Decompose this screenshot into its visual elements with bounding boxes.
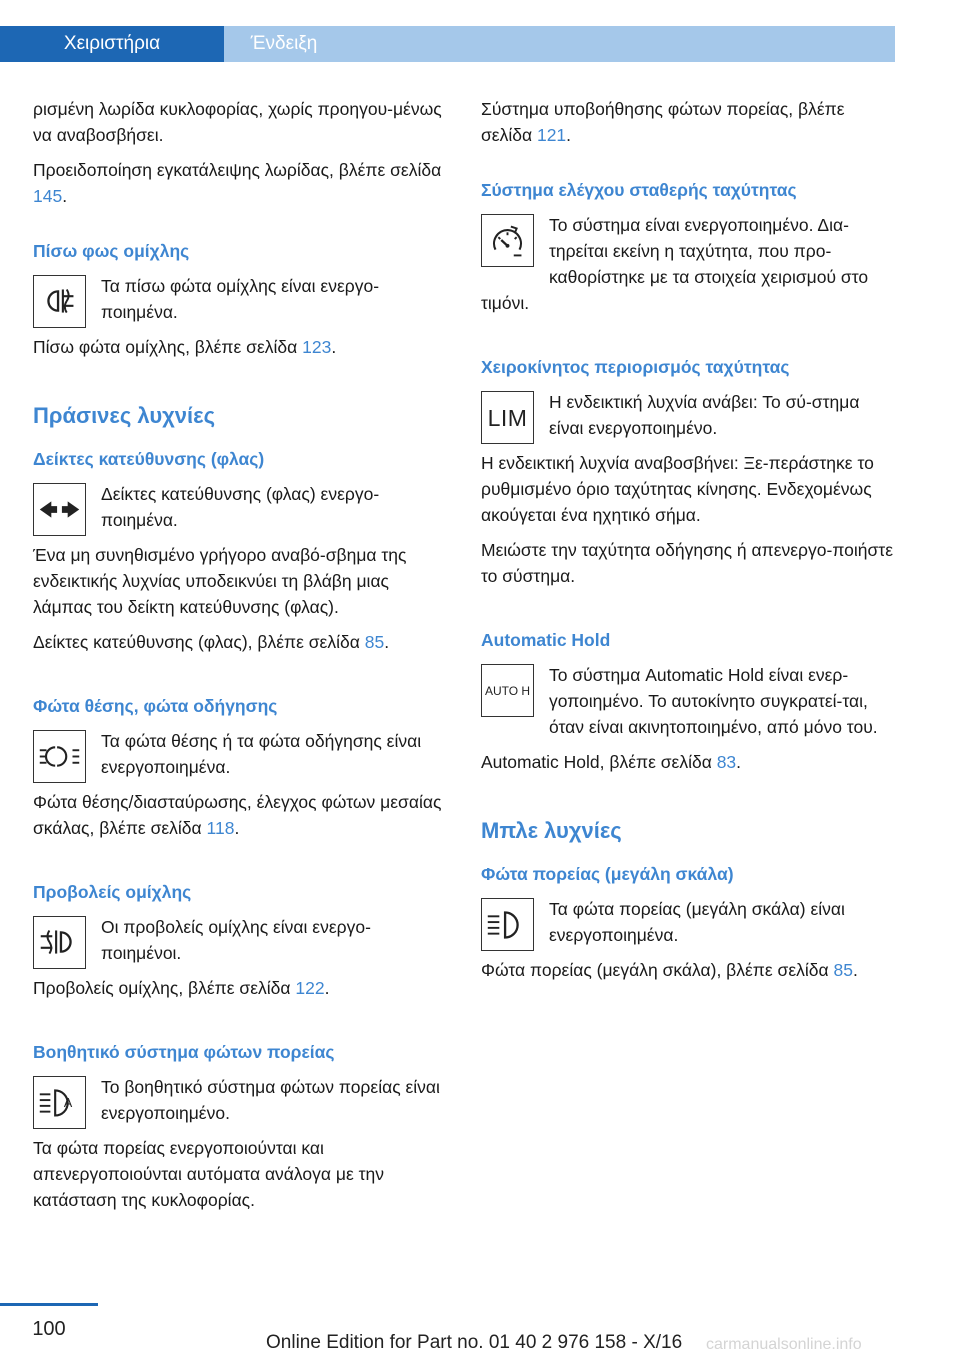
page-link[interactable]: 118 [206, 818, 235, 838]
page-link[interactable]: 85 [364, 632, 385, 652]
rear-fog-status: Τα πίσω φώτα ομίχλης είναι ενεργο-ποιημένα. [101, 276, 380, 322]
turn-signal-reference: Δείκτες κατεύθυνσης (φλας), βλέπε σελίδα 85. [33, 632, 390, 652]
section-heading-cruise-control: Σύστημα ελέγχου σταθερής ταχύτητας [481, 180, 797, 200]
cruise-control-status: Το σύστημα είναι ενεργοποιημένο. Δια-τηρείται εκείνη η ταχύτητα, που προ-καθορίστηκε με τα στοιχεία χειρισμού στο τιμόνι. [481, 215, 869, 313]
svg-text:A: A [63, 1095, 73, 1110]
speed-limiter-status-flashing: Η ενδεικτική λυχνία αναβοσβήνει: Ξε-περάστηκε το ρυθμισμένο όριο ταχύτητας κίνησης. Ενδεχομένως ακούγεται ένα ηχητικό σήμα. [481, 453, 874, 525]
high-beam-assist-description: Τα φώτα πορείας ενεργοποιούνται και απενεργοποιούνται αυτόματα ανάλογα με την κατάσταση της κυκλοφορίας. [33, 1138, 385, 1210]
speed-limiter-icon [481, 391, 534, 444]
page-link[interactable]: 145 [33, 186, 63, 206]
automatic-hold-reference: Automatic Hold, βλέπε σελίδα 83. [481, 752, 742, 772]
intro-paragraph: ρισμένη λωρίδα κυκλοφορίας, χωρίς προηγου-μένως να αναβοσβήσει. [33, 99, 442, 145]
cruise-control-icon [481, 214, 534, 267]
parking-lights-status: Τα φώτα θέσης ή τα φώτα οδήγησης είναι ενεργοποιημένα. [101, 731, 422, 777]
high-beam-assist-reference: Σύστημα υποβοήθησης φώτων πορείας, βλέπε σελίδα 121. [481, 99, 845, 145]
speed-limiter-label: LIM [487, 405, 528, 431]
section-heading-high-beam-assist: Βοηθητικό σύστημα φώτων πορείας [33, 1042, 335, 1062]
speed-limiter-status-lit: Η ενδεικτική λυχνία ανάβει: Το σύ-στημα είναι ενεργοποιημένο. [549, 392, 860, 438]
watermark: carmanualsonline.info [706, 1336, 862, 1353]
turn-signal-arrows-icon [33, 483, 86, 536]
section-heading-speed-limiter: Χειροκίνητος περιορισμός ταχύτητας [481, 357, 790, 377]
rear-fog-light-icon [33, 275, 86, 328]
section-heading-high-beam: Φώτα πορείας (μεγάλη σκάλα) [481, 864, 734, 884]
page-header [0, 0, 960, 62]
high-beam-icon [481, 898, 534, 951]
section-heading-blue-lamps: Μπλε λυχνίες [481, 818, 622, 843]
speed-limiter-action: Μειώστε την ταχύτητα οδήγησης ή απενεργο-ποιήστε το σύστημα. [481, 540, 894, 586]
left-column [33, 96, 448, 1222]
parking-lights-reference: Φώτα θέσης/διασταύρωσης, έλεγχος φώτων μεσαίας σκάλας, βλέπε σελίδα 118. [33, 792, 442, 838]
page-link[interactable]: 122 [295, 978, 325, 998]
page-link[interactable]: 121 [536, 125, 567, 145]
section-heading-automatic-hold: Automatic Hold [481, 630, 611, 650]
section-heading-parking-lights: Φώτα θέσης, φώτα οδήγησης [33, 696, 278, 716]
section-heading-green-lamps: Πράσινες λυχνίες [33, 403, 216, 428]
tab-display[interactable]: Ένδειξη [250, 33, 318, 54]
automatic-hold-status: Το σύστημα Automatic Hold είναι ενερ-γοποιημένο. Το αυτοκίνητο συγκρατεί-ται, όταν είναι ακινητοποιημένο, από μόνο του. [549, 665, 878, 737]
automatic-hold-label: AUTO H [484, 684, 531, 698]
turn-signal-warning: Ένα μη συνηθισμένο γρήγορο αναβό-σβημα της ενδεικτικής λυχνίας υποδεικνύει τη βλάβη μιας λάμπας του δείκτη κατεύθυνσης (φλας). [33, 545, 407, 617]
page-link[interactable]: 123 [302, 337, 332, 357]
high-beam-assist-icon [33, 1076, 86, 1129]
edition-note: Online Edition for Part no. 01 40 2 976 158 - X/16 [266, 1332, 683, 1353]
right-column [481, 96, 896, 992]
tab-controls[interactable]: Χειριστήρια [0, 26, 224, 62]
high-beam-assist-status: Το βοηθητικό σύστημα φώτων πορείας είναι ενεργοποιημένο. [101, 1077, 440, 1123]
page-number: 100 [32, 1318, 66, 1340]
section-heading-rear-fog: Πίσω φως ομίχλης [33, 241, 190, 261]
footer-rule [0, 1303, 98, 1306]
lane-warning-reference: Προειδοποίηση εγκατάλειψης λωρίδας, βλέπε σελίδα 145. [33, 160, 442, 206]
front-fog-light-icon [33, 916, 86, 969]
page-link[interactable]: 85 [833, 960, 853, 980]
high-beam-status: Τα φώτα πορείας (μεγάλη σκάλα) είναι ενεργοποιημένα. [549, 899, 845, 945]
page-link[interactable]: 83 [716, 752, 737, 772]
section-heading-turn-signals: Δείκτες κατεύθυνσης (φλας) [33, 449, 265, 469]
section-heading-front-fog: Προβολείς ομίχλης [33, 882, 192, 902]
rear-fog-reference: Πίσω φώτα ομίχλης, βλέπε σελίδα 123. [33, 337, 337, 357]
high-beam-reference: Φώτα πορείας (μεγάλη σκάλα), βλέπε σελίδα 85. [481, 960, 858, 980]
automatic-hold-icon [481, 664, 534, 717]
turn-signal-status: Δείκτες κατεύθυνσης (φλας) ενεργο-ποιημένα. [101, 484, 380, 530]
front-fog-reference: Προβολείς ομίχλης, βλέπε σελίδα 122. [33, 978, 330, 998]
parking-lights-icon [33, 730, 86, 783]
front-fog-status: Οι προβολείς ομίχλης είναι ενεργο-ποιημένοι. [101, 917, 371, 963]
